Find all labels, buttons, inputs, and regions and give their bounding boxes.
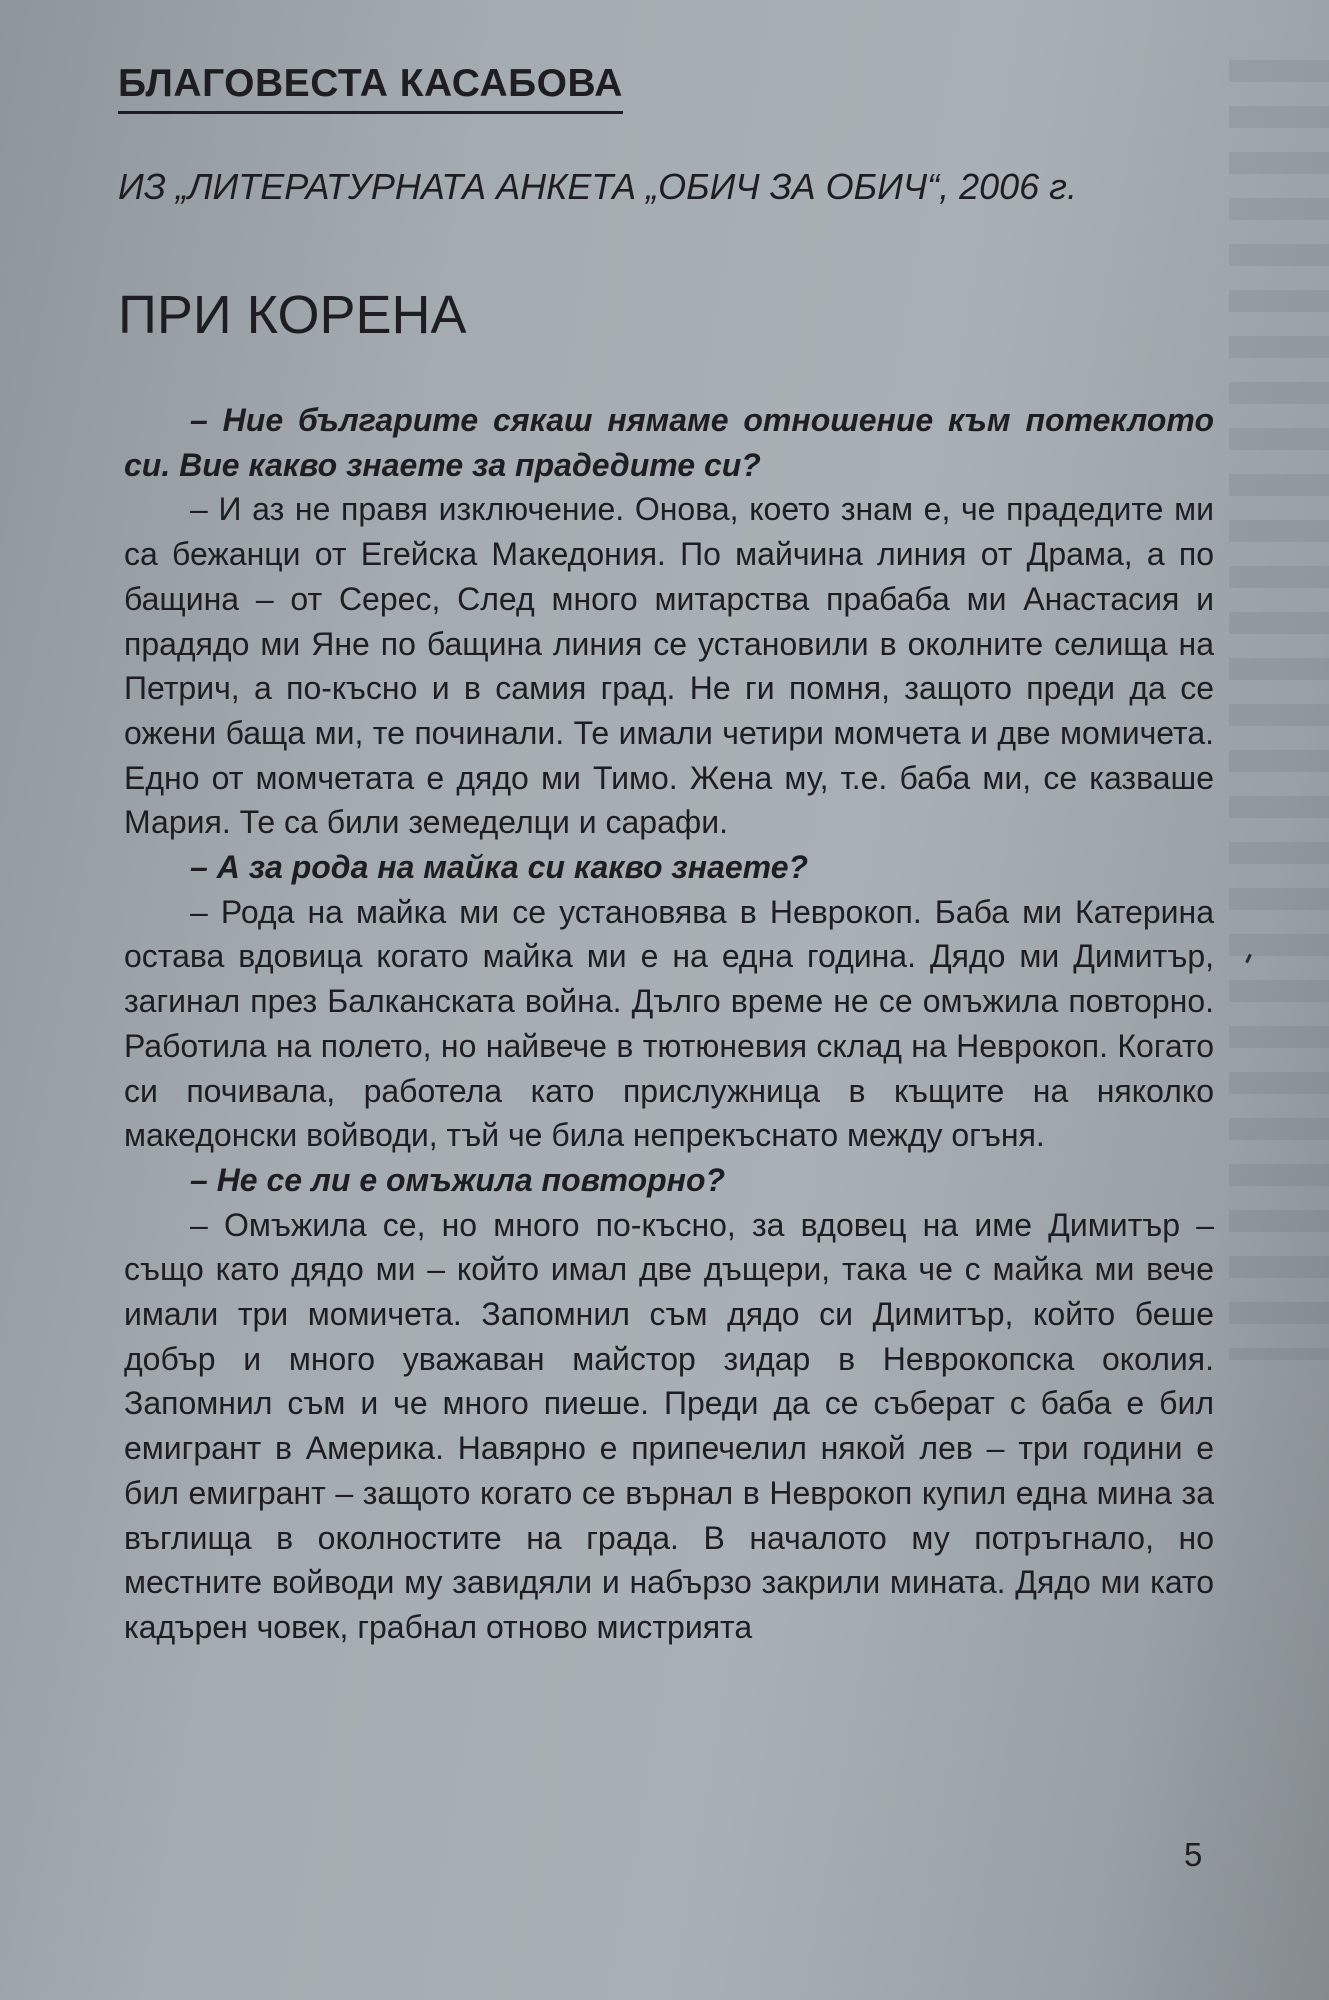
interview-question: – Не се ли е омъжила повторно?: [190, 1161, 726, 1198]
interview-answer: – Омъжила се, но много по-късно, за вдовец на име Димитър – също като дядо ми – който имал две дъщери, така че с майка ми вече имали три момичета. Запомнил съм дядо си Димитър, който беше добър и много уважаван майстор зидар в Неврокопска околия. Запомнил съм и че много пиеше. Преди да се съберат с баба е бил емигрант в Америка. Навярно е припечелил някой лев – три години е бил емигрант – защото когато се върнал в Неврокоп купил една мина за въглища в околностите на града. В началото му потръгнало, но местните войводи му завидяли и набързо закрили мината. Дядо ми като кадърен човек, грабнал отново мистрията: [124, 1206, 1214, 1645]
interview-question: – Ние българите сякаш нямаме отношение към потеклото си. Вие какво знаете за прадедите си?: [124, 402, 1214, 483]
source-subtitle: ИЗ „ЛИТЕРАТУРНАТА АНКЕТА „ОБИЧ ЗА ОБИЧ“, 2006 г.: [118, 166, 1077, 207]
author-name: БЛАГОВЕСТА КАСАБОВА: [118, 62, 623, 114]
interview-answer: – Рода на майка ми се установява в Неврокоп. Баба ми Катерина остава вдовица когато майка ми е на една година. Дядо ми Димитър, загинал през Балканската война. Дълго време не се омъжила повторно. Работила на полето, но найвече в тютюневия склад на Неврокоп. Когато си почивала, работела като прислужница в къщите на няколко македонски войводи, тъй че била непрекъснато между огъня.: [124, 893, 1214, 1154]
article-title: ПРИ КОРЕНА: [118, 285, 467, 345]
page-number: 5: [1184, 1836, 1203, 1873]
facing-page-shadow: [1229, 60, 1329, 1360]
interview-answer: – И аз не правя изключение. Онова, което знам е, че прадедите ми са бежанци от Егейска Македония. По майчина линия от Драма, а по бащина – от Серес, След много митарства прабаба ми Анастасия и прадядо ми Яне по бащина линия се установили в околните селища на Петрич, а по-късно и в самия град. Не ги помня, защото преди да се ожени баща ми, те починали. Те имали четири момчета и две момичета. Едно от момчетата е дядо ми Тимо. Жена му, т.е. баба ми, се казваше Мария. Те са били земеделци и сарафи.: [124, 491, 1214, 841]
article-body: [124, 398, 1214, 1650]
interview-question: – А за рода на майка си какво знаете?: [190, 849, 809, 886]
